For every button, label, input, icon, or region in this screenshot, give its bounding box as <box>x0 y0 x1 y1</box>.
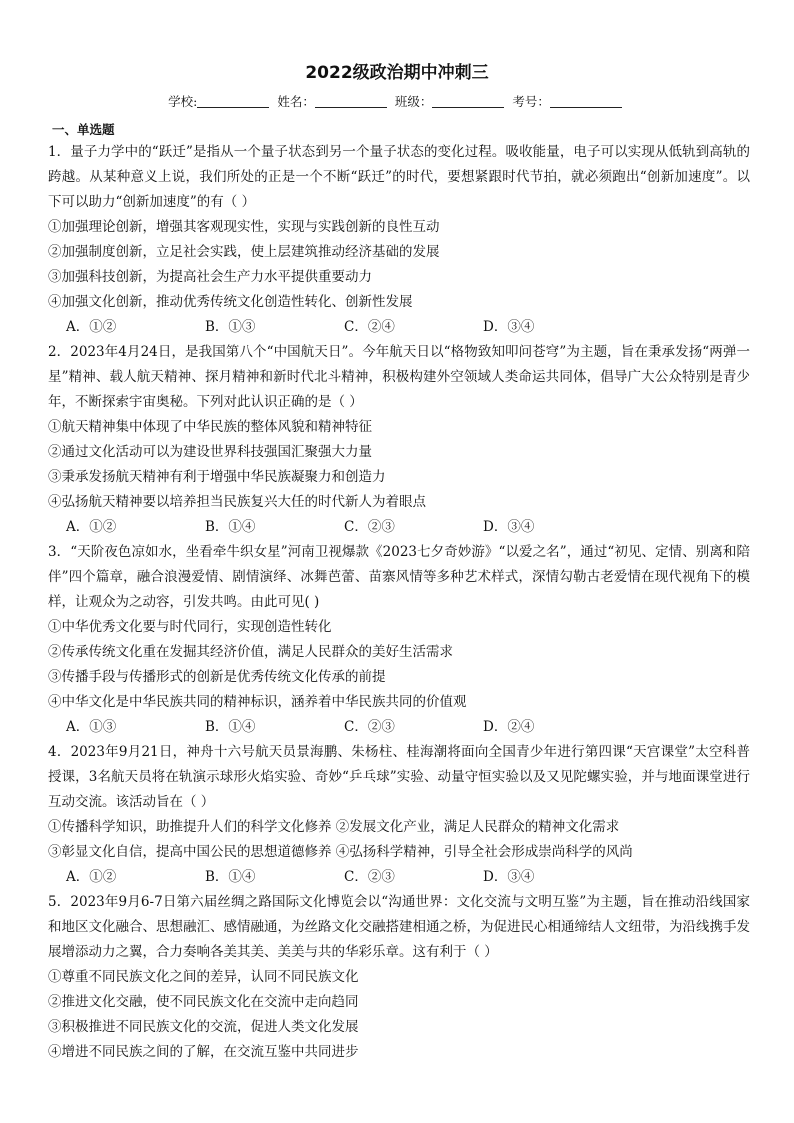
student-info-line <box>0 92 794 110</box>
statement-option: ④加强文化创新，推动优秀传统文化创造性转化、创新性发展 <box>48 294 413 310</box>
answer-choices <box>66 515 750 540</box>
statement-option: ④中华文化是中华民族共同的精神标识，涵养着中华民族共同的价值观 <box>48 694 467 710</box>
school-blank <box>197 95 269 108</box>
answer-choice[interactable]: B．①④ <box>205 519 256 535</box>
answer-choice[interactable]: A．①② <box>66 869 117 885</box>
statement-option: ②传承传统文化重在发掘其经济价值，满足人民群众的美好生活需求 <box>48 644 453 660</box>
class-blank <box>432 95 504 108</box>
statement-option: ①尊重不同民族文化之间的差异，认同不同民族文化 <box>48 969 359 985</box>
question-5 <box>48 890 750 1065</box>
answer-choice[interactable]: D．③④ <box>483 519 535 535</box>
statement-option: ④弘扬航天精神要以培养担当民族复兴大任的时代新人为着眼点 <box>48 494 426 510</box>
question-1 <box>48 140 750 340</box>
page-title: 2022级政治期中冲刺三 <box>305 63 489 83</box>
answer-choice[interactable]: C．②④ <box>344 319 395 335</box>
question-stem: 3．“天阶夜色凉如水，坐看牵牛织女星”河南卫视爆款《2023七夕奇妙游》“以爱之名”，通过“初见、定情、别离和陪伴”四个篇章，融合浪漫爱情、剧情演绎、冰舞芭蕾、苗寨风情等多种艺术样式，深情勾勒古老爱情在现代视角下的模样，让观众为之动容，引发共鸣。由此可见( ) <box>48 544 750 610</box>
exam-no-label: 考号： <box>512 94 550 109</box>
statement-option: ①中华优秀文化要与时代同行，实现创造性转化 <box>48 619 332 635</box>
statement-option: ②加强制度创新，立足社会实践，使上层建筑推动经济基础的发展 <box>48 244 440 260</box>
question-3 <box>48 540 750 740</box>
school-label: 学校: <box>168 94 198 109</box>
statement-option: ④增进不同民族之间的了解，在交流互鉴中共同进步 <box>48 1044 359 1060</box>
statement-option: ③传播手段与传播形式的创新是优秀传统文化传承的前提 <box>48 669 386 685</box>
name-blank <box>315 95 387 108</box>
question-2 <box>48 340 750 540</box>
exam-no-blank <box>550 95 622 108</box>
question-4 <box>48 740 750 890</box>
statement-option: ①传播科学知识，助推提升人们的科学文化修养 ②发展文化产业，满足人民群众的精神文化需求 <box>48 819 620 835</box>
name-label: 姓名： <box>277 94 315 109</box>
statement-option: ①航天精神集中体现了中华民族的整体风貌和精神特征 <box>48 419 372 435</box>
statement-option: ②通过文化活动可以为建设世界科技强国汇聚强大力量 <box>48 444 372 460</box>
question-stem: 5．2023年9月6-7日第六届丝绸之路国际文化博览会以“沟通世界：文化交流与文明互鉴”为主题，旨在推动沿线国家和地区文化融合、思想融汇、感情融通，为丝路文化交融搭建相通之桥，为促进民心相通缔结人文纽带，为沿线携手发展增添动力之翼，合力奏响各美其美、美美与共的华彩乐章。这有利于（ ） <box>48 894 750 960</box>
answer-choices <box>66 865 750 890</box>
answer-choice[interactable]: B．①③ <box>205 319 256 335</box>
statement-option: ①加强理论创新，增强其客观现实性，实现与实践创新的良性互动 <box>48 219 440 235</box>
statement-option: ③秉承发扬航天精神有利于增强中华民族凝聚力和创造力 <box>48 469 386 485</box>
answer-choice[interactable]: D．③④ <box>483 869 535 885</box>
statement-option: ③彰显文化自信，提高中国公民的思想道德修养 ④弘扬科学精神，引导全社会形成崇尚科学的风尚 <box>48 844 633 860</box>
answer-choice[interactable]: D．③④ <box>483 319 535 335</box>
answer-choices <box>66 715 750 740</box>
question-stem: 2．2023年4月24日，是我国第八个“中国航天日”。今年航天日以“格物致知叩问苍穹”为主题，旨在秉承发扬“两弹一星”精神、载人航天精神、探月精神和新时代北斗精神，积极构建外空领域人类命运共同体，倡导广大公众特别是青少年，不断探索宇宙奥秘。下列对此认识正确的是（ ） <box>48 344 750 410</box>
section-title: 一、单选题 <box>52 122 115 137</box>
answer-choice[interactable]: A．①② <box>66 519 117 535</box>
question-stem: 4．2023年9月21日，神舟十六号航天员景海鹏、朱杨柱、桂海潮将面向全国青少年进行第四课“天宫课堂”太空科普授课，3名航天员将在轨演示球形火焰实验、奇妙“乒乓球”实验、动量守恒实验以及又见陀螺实验，并与地面课堂进行互动交流。该活动旨在（ ） <box>48 744 750 810</box>
class-label: 班级： <box>394 94 433 109</box>
answer-choices <box>66 315 750 340</box>
answer-choice[interactable]: C．②③ <box>344 519 395 535</box>
answer-choice[interactable]: C．②③ <box>344 719 395 735</box>
answer-choice[interactable]: B．①④ <box>205 869 256 885</box>
answer-choice[interactable]: C．②③ <box>344 869 395 885</box>
answer-choice[interactable]: A．①③ <box>66 719 117 735</box>
answer-choice[interactable]: B．①④ <box>205 719 256 735</box>
answer-choice[interactable]: D．②④ <box>483 719 535 735</box>
statement-option: ③加强科技创新，为提高社会生产力水平提供重要动力 <box>48 269 372 285</box>
question-list <box>48 140 750 1065</box>
statement-option: ②推进文化交融，使不同民族文化在交流中走向趋同 <box>48 994 359 1010</box>
statement-option: ③积极推进不同民族文化的交流，促进人类文化发展 <box>48 1019 359 1035</box>
answer-choice[interactable]: A．①② <box>66 319 117 335</box>
question-stem: 1．量子力学中的“跃迁”是指从一个量子状态到另一个量子状态的变化过程。吸收能量，电子可以实现从低轨到高轨的跨越。从某种意义上说，我们所处的正是一个不断“跃迁”的时代，要想紧跟时代节拍，就必须跑出“创新加速度”。以下可以助力“创新加速度”的有（ ） <box>48 144 750 210</box>
